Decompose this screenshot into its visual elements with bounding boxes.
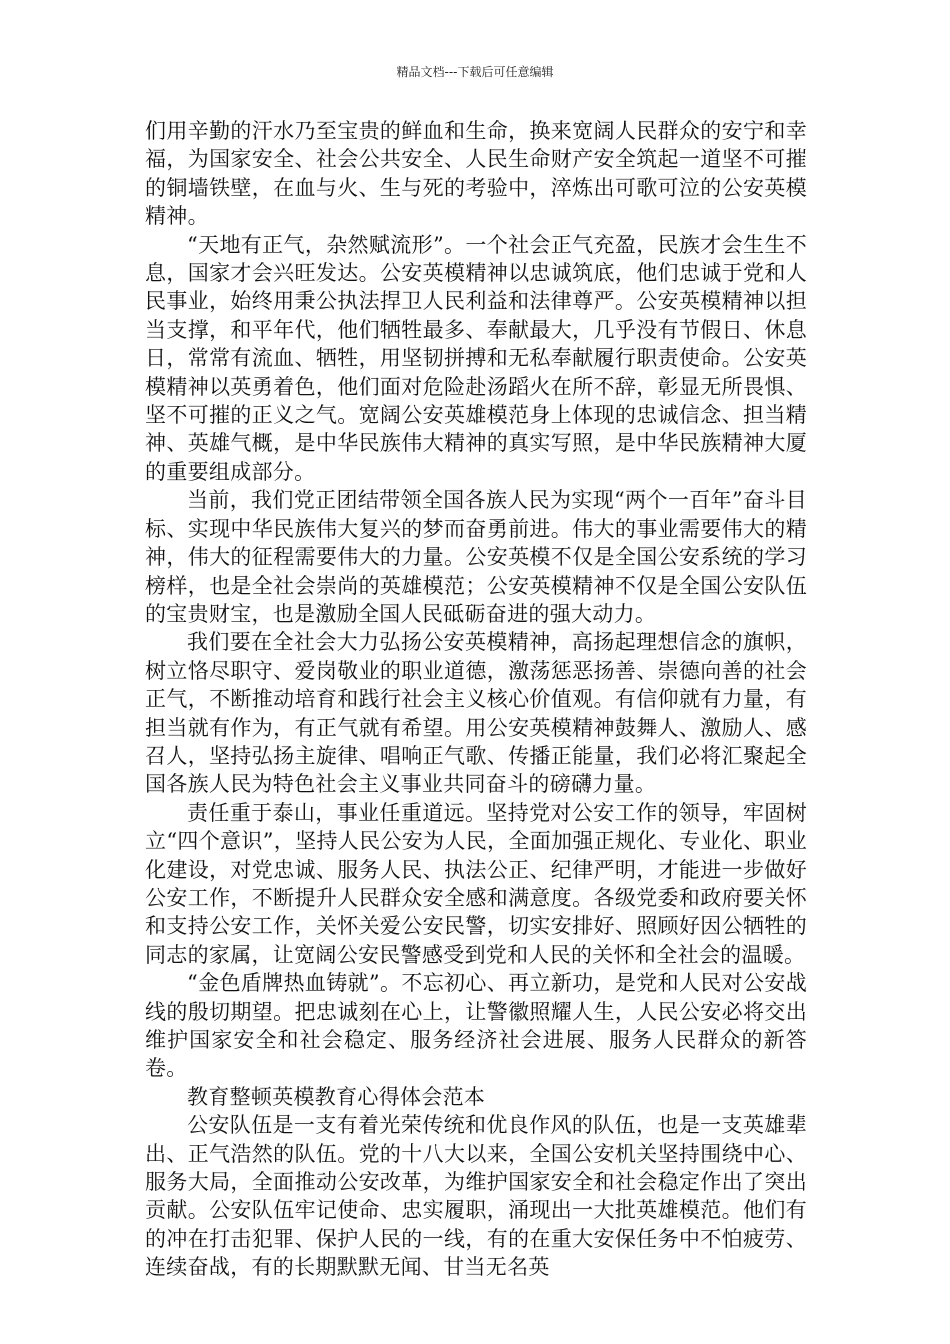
document-body <box>145 117 807 1282</box>
section-title: 教育整顿英模教育心得体会范本 <box>187 1084 486 1109</box>
paragraph: 我们要在全社会大力弘扬公安英模精神，高扬起理想信念的旗帜，树立恪尽职守、爱岗敬业的职业道德，激荡惩恶扬善、崇德向善的社会正气，不断推动培育和践行社会主义核心价值观。有信仰就有力量，有担当就有作为，有正气就有希望。用公安英模精神鼓舞人、激励人、感召人，坚持弘扬主旋律、唱响正气歌、传播正能量，我们必将汇聚起全国各族人民为特色社会主义事业共同奋斗的磅礴力量。 <box>145 630 807 797</box>
paragraph-continuation: 们用辛勤的汗水乃至宝贵的鲜血和生命，换来宽阔人民群众的安宁和幸福，为国家安全、社会公共安全、人民生命财产安全筑起一道坚不可摧的铜墙铁壁，在血与火、生与死的考验中，淬炼出可歌可泣的公安英模精神。 <box>145 119 807 229</box>
paragraph: 当前，我们党正团结带领全国各族人民为实现“两个一百年”奋斗目标、实现中华民族伟大复兴的梦而奋勇前进。伟大的事业需要伟大的精神，伟大的征程需要伟大的力量。公安英模不仅是全国公安系统的学习榜样，也是全社会崇尚的英雄模范；公安英模精神不仅是全国公安队伍的宝贵财宝，也是激励全国人民砥砺奋进的强大动力。 <box>145 488 807 626</box>
paragraph: “天地有正气，杂然赋流形”。一个社会正气充盈，民族才会生生不息，国家才会兴旺发达。公安英模精神以忠诚筑底，他们忠诚于党和人民事业，始终用秉公执法捍卫人民利益和法律尊严。公安英模精神以担当支撑，和平年代，他们牺牲最多、奉献最大，几乎没有节假日、休息日，常常有流血、牺牲，用坚韧拼搏和无私奉献履行职责使命。公安英模精神以英勇着色，他们面对危险赴汤蹈火在所不辞，彰显无所畏惧、坚不可摧的正义之气。宽阔公安英雄模范身上体现的忠诚信念、担当精神、英雄气概，是中华民族伟大精神的真实写照，是中华民族精神大厦的重要组成部分。 <box>145 232 807 484</box>
paragraph: “金色盾牌热血铸就”。不忘初心、再立新功，是党和人民对公安战线的殷切期望。把忠诚刻在心上，让警徽照耀人生，人民公安必将交出维护国家安全和社会稳定、服务经济社会进展、服务人民群众的新答卷。 <box>145 971 807 1081</box>
page-header: 精品文档---下载后可任意编辑 <box>396 65 554 79</box>
paragraph: 公安队伍是一支有着光荣传统和优良作风的队伍，也是一支英雄辈出、正气浩然的队伍。党的十八大以来，全国公安机关坚持围绕中心、服务大局，全面推动公安改革，为维护国家安全和社会稳定作出了突出贡献。公安队伍牢记使命、忠实履职，涌现出一大批英雄模范。他们有的冲在打击犯罪、保护人民的一线，有的在重大安保任务中不怕疲劳、连续奋战，有的长期默默无闻、甘当无名英 <box>145 1113 807 1280</box>
paragraph: 责任重于泰山，事业任重道远。坚持党对公安工作的领导，牢固树立“四个意识”，坚持人民公安为人民，全面加强正规化、专业化、职业化建设，对党忠诚、服务人民、执法公正、纪律严明，才能进一步做好公安工作，不断提升人民群众安全感和满意度。各级党委和政府要关怀和支持公安工作，关怀关爱公安民警，切实安排好、照顾好因公牺牲的同志的家属，让宽阔公安民警感受到党和人民的关怀和全社会的温暖。 <box>145 800 807 967</box>
